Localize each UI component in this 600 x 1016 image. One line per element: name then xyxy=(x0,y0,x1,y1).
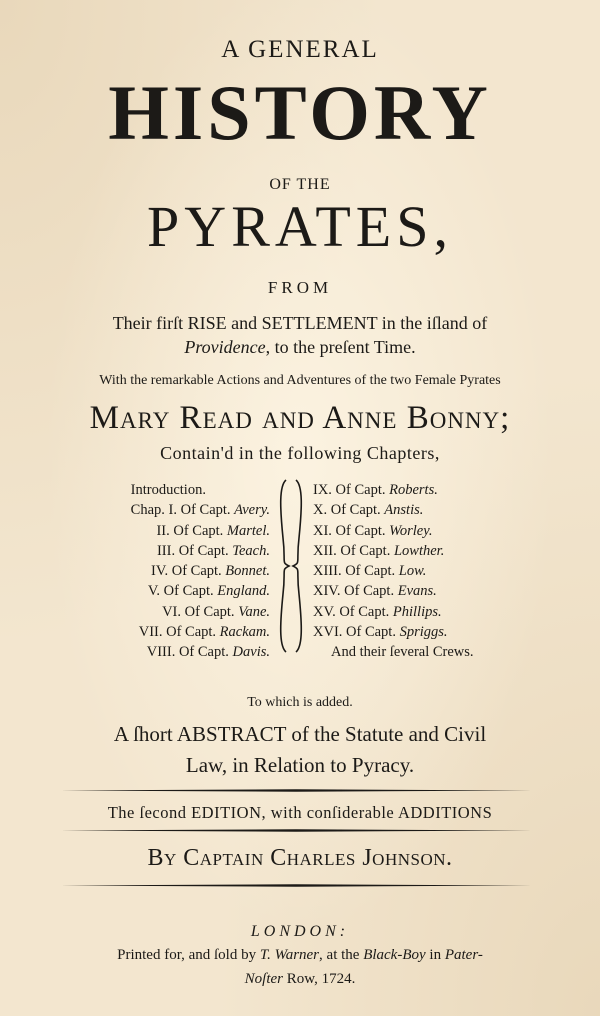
chapter-list-right xyxy=(313,480,474,663)
divider-rule xyxy=(60,884,532,887)
actions-line: With the remarkable Actions and Adventures of the two Female Pyrates xyxy=(99,373,501,388)
chapter-entry: X. Of Capt. Anstis. xyxy=(313,502,424,519)
chapter-entry: And their ſeveral Crews. xyxy=(331,644,474,661)
female-pyrates-names: Mary Read and Anne Bonny; xyxy=(89,400,511,436)
abstract-line-1: A ſhort ABSTRACT of the Statute and Civil xyxy=(113,722,487,746)
contained-line: Contain'd in the following Chapters, xyxy=(160,443,440,463)
title-line-history: HISTORY xyxy=(108,69,492,156)
chapter-entry: II. Of Capt. Martel. xyxy=(156,522,270,539)
chapter-entry: VIII. Of Capt. Davis. xyxy=(146,644,270,661)
imprint-city: LONDON: xyxy=(250,923,350,940)
place-name: Providence xyxy=(184,337,266,357)
chapter-entry: III. Of Capt. Teach. xyxy=(156,542,270,559)
divider-rule xyxy=(60,789,532,792)
chapter-entry: XIII. Of Capt. Low. xyxy=(313,563,427,580)
chapter-entry: V. Of Capt. England. xyxy=(147,583,270,600)
divider-rule xyxy=(60,829,532,832)
chapter-entry: Introduction. xyxy=(130,482,206,498)
title-line-of-the: OF THE xyxy=(269,176,331,193)
double-brace-ornament xyxy=(277,478,305,654)
chapter-entry: XI. Of Capt. Worley. xyxy=(313,522,433,539)
subtitle-line-2 xyxy=(0,337,600,358)
chapter-entry: IX. Of Capt. Roberts. xyxy=(313,482,438,498)
title-line-from: FROM xyxy=(267,278,333,297)
added-line: To which is added. xyxy=(247,695,353,710)
title-line-a-general: A GENERAL xyxy=(221,36,379,63)
chapter-entry: XIV. Of Capt. Evans. xyxy=(313,583,437,600)
chapter-entry: Chap. I. Of Capt. Avery. xyxy=(130,502,270,519)
chapter-entry: VII. Of Capt. Rackam. xyxy=(138,624,270,641)
chapter-entry: XV. Of Capt. Phillips. xyxy=(313,603,442,620)
chapter-entry: XVI. Of Capt. Spriggs. xyxy=(313,624,448,641)
imprint-line-2: Noſter Row, 1724. xyxy=(244,971,356,987)
author-line: By Captain Charles Johnson. xyxy=(147,845,453,871)
edition-line: The ſecond EDITION, with conſiderable ADDITIONS xyxy=(107,803,493,822)
chapter-entry: XII. Of Capt. Lowther. xyxy=(313,542,445,559)
imprint-line-1: Printed for, and ſold by T. Warner, at the Black-Boy in Pater- xyxy=(117,947,483,963)
subtitle-line-1: Their firſt RISE and SETTLEMENT in the iſland of xyxy=(112,313,488,333)
chapter-list-left xyxy=(131,480,270,663)
title-line-pyrates: PYRATES, xyxy=(147,194,453,259)
chapter-entry: IV. Of Capt. Bonnet. xyxy=(151,563,270,580)
chapter-entry: VI. Of Capt. Vane. xyxy=(162,603,270,620)
abstract-line-2: Law, in Relation to Pyracy. xyxy=(185,753,415,777)
subtitle-line-2-rest: , to the preſent Time. xyxy=(265,337,416,357)
